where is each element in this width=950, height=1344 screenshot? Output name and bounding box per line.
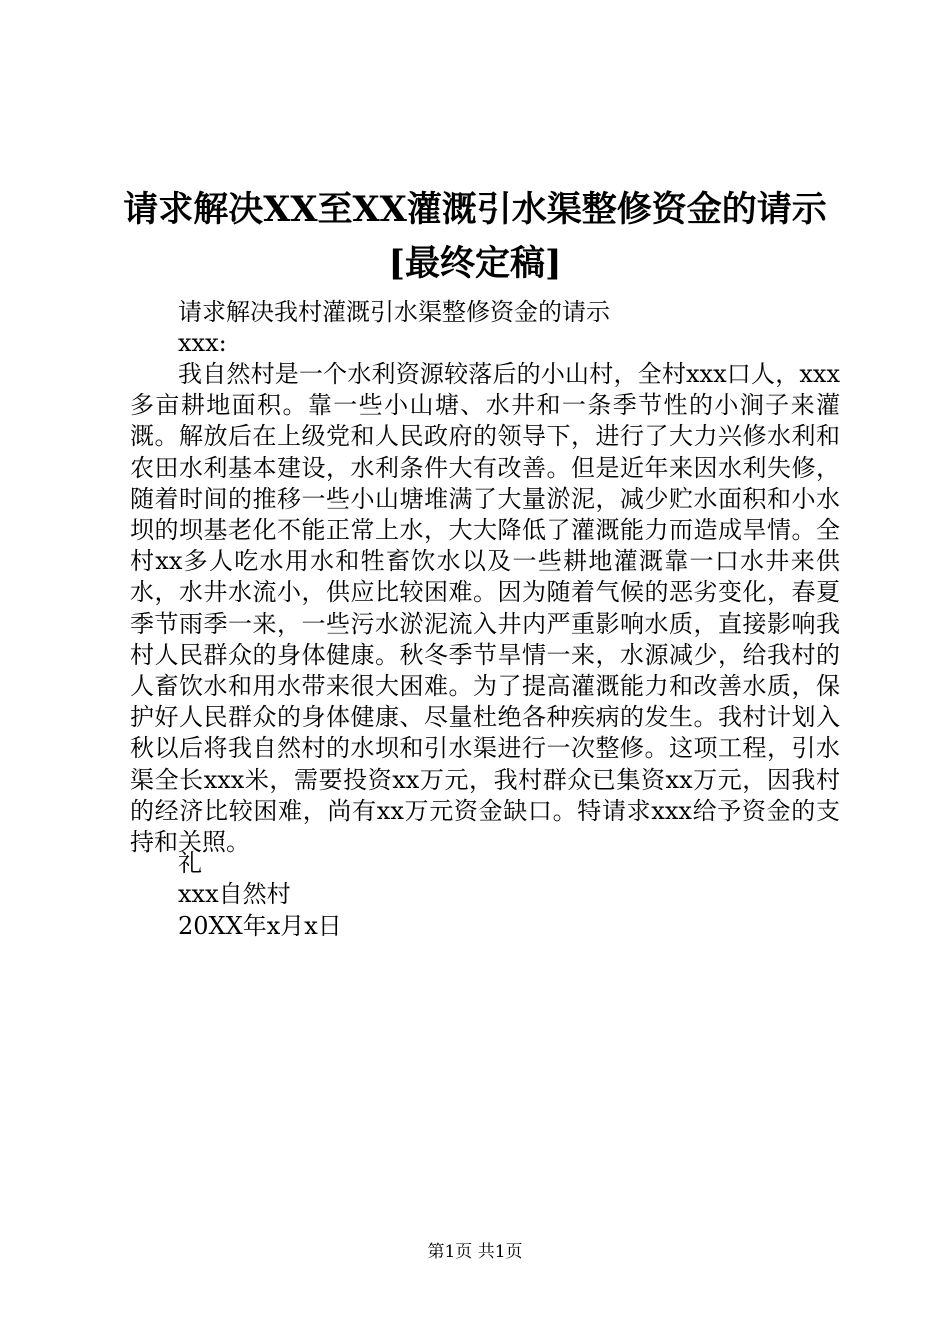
salutation: xxx: bbox=[178, 329, 227, 357]
closing-text: 礼 bbox=[178, 849, 202, 877]
signature: xxx自然村 bbox=[178, 880, 291, 908]
document-title: 请求解决XX至XX灌溉引水渠整修资金的请示 bbox=[123, 189, 827, 230]
body-paragraph: 我自然村是一个水利资源较落后的小山村，全村xxx口人，xxx多亩耕地面积。靠一些小山塘、水井和一条季节性的小涧子来灌溉。解放后在上级党和人民政府的领导下，进行了大力兴修水利和农田水利基本建设，水利条件大有改善。但是近年来因水利失修，随着时间的推移一些小山塘堆满了大量淤泥，减少贮水面积和小水坝的坝基老化不能正常上水，大大降低了灌溉能力而造成旱情。全村xx多人吃水用水和牲畜饮水以及一些耕地灌溉靠一口水井来供水，水井水流小，供应比较困难。因为随着气候的恶劣变化，春夏季节雨季一来，一些污水淤泥流入井内严重影响水质，直接影响我村人民群众的身体健康。秋冬季节旱情一来，水源减少，给我村的人畜饮水和用水带来很大困难。为了提高灌溉能力和改善水质，保护好人民群众的身体健康、尽量杜绝各种疾病的发生。我村计划入秋以后将我自然村的水坝和引水渠进行一次整修。这项工程，引水渠全长xxx米，需要投资xx万元，我村群众已集资xx万元，因我村的经济比较困难，尚有xx万元资金缺口。特请求xxx给予资金的支持和关照。 bbox=[130, 360, 840, 857]
document-title-suffix: [最终定稿] bbox=[388, 243, 562, 284]
document-subject: 请求解决我村灌溉引水渠整修资金的请示 bbox=[178, 298, 610, 326]
date: 20XX年x月x日 bbox=[178, 912, 342, 940]
page-footer: 第1页 共1页 bbox=[427, 1242, 523, 1262]
